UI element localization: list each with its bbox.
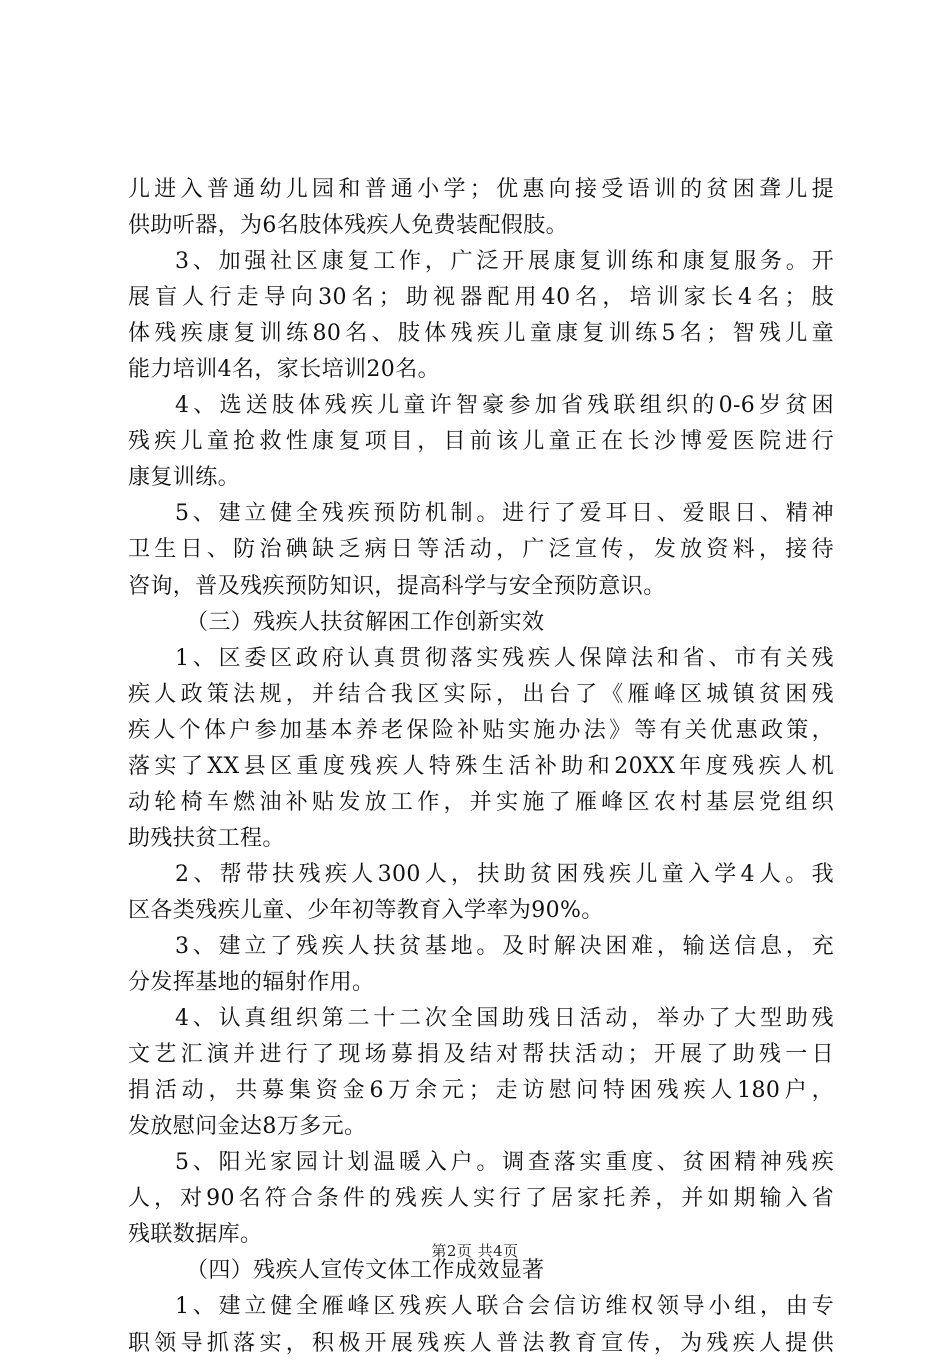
text-line: 2、帮带扶残疾人300人，扶助贫困残疾儿童入学4人。我 bbox=[175, 861, 834, 887]
text-line: 咨询，普及残疾预防知识，提高科学与安全预防意识。 bbox=[128, 573, 666, 599]
text-line: 疾人政策法规，并结合我区实际，出台了《雁峰区城镇贫困残 bbox=[128, 681, 834, 707]
text-line: 3、建立了残疾人扶贫基地。及时解决困难，输送信息，充 bbox=[175, 933, 834, 959]
text-line: 4、选送肢体残疾儿童许智豪参加省残联组织的0-6岁贫困 bbox=[175, 393, 834, 419]
section-heading: （三）残疾人扶贫解困工作创新实效 bbox=[186, 609, 545, 635]
text-line: 残联数据库。 bbox=[128, 1222, 263, 1248]
text-line: 体残疾康复训练80名、肢体残疾儿童康复训练5名；智残儿童 bbox=[128, 321, 834, 347]
text-line: 残疾儿童抢救性康复项目，目前该儿童正在长沙博爱医院进行 bbox=[128, 429, 834, 455]
text-line: 5、建立健全残疾预防机制。进行了爱耳日、爱眼日、精神 bbox=[175, 501, 834, 527]
text-line: 3、加强社区康复工作，广泛开展康复训练和康复服务。开 bbox=[175, 249, 834, 275]
text-line: 文艺汇演并进行了现场募捐及结对帮扶活动；开展了助残一日 bbox=[128, 1042, 834, 1068]
document-body bbox=[128, 172, 834, 1362]
text-line: 供助听器，为6名肢体残疾人免费装配假肢。 bbox=[128, 213, 568, 239]
text-line: 儿进入普通幼儿园和普通小学；优惠向接受语训的贫困聋儿提 bbox=[128, 177, 834, 202]
text-line: 分发挥基地的辐射作用。 bbox=[128, 970, 375, 996]
text-line: 疾人个体户参加基本养老保险补贴实施办法》等有关优惠政策， bbox=[128, 717, 834, 743]
text-line: 职领导抓落实，积极开展残疾人普法教育宣传，为残疾人提供 bbox=[128, 1330, 834, 1356]
text-line: 落实了XX县区重度残疾人特殊生活补助和20XX年度残疾人机 bbox=[128, 753, 834, 779]
text-line: 卫生日、防治碘缺乏病日等活动，广泛宣传，发放资料，接待 bbox=[128, 537, 834, 563]
text-line: 助残扶贫工程。 bbox=[128, 825, 285, 851]
text-line: 1、建立健全雁峰区残疾人联合会信访维权领导小组，由专 bbox=[175, 1294, 834, 1320]
text-line: 区各类残疾儿童、少年初等教育入学率为90%。 bbox=[128, 897, 604, 923]
page-footer: 第2页 共4页 bbox=[431, 1242, 519, 1260]
text-line: 5、阳光家园计划温暖入户。调查落实重度、贫困精神残疾 bbox=[175, 1150, 834, 1176]
text-line: 发放慰问金达8万多元。 bbox=[128, 1114, 367, 1140]
text-line: 能力培训4名，家长培训20名。 bbox=[128, 357, 440, 383]
text-line: 动轮椅车燃油补贴发放工作，并实施了雁峰区农村基层党组织 bbox=[128, 789, 834, 815]
text-line: 人，对90名符合条件的残疾人实行了居家托养，并如期输入省 bbox=[128, 1186, 834, 1212]
text-line: 捐活动，共募集资金6万余元；走访慰问特困残疾人180户， bbox=[128, 1078, 834, 1104]
section-heading: （四）残疾人宣传文体工作成效显著 bbox=[186, 1258, 545, 1284]
text-line: 展盲人行走导向30名；助视器配用40名，培训家长4名；肢 bbox=[128, 285, 834, 311]
text-line: 1、区委区政府认真贯彻落实残疾人保障法和省、市有关残 bbox=[175, 645, 834, 671]
text-line: 康复训练。 bbox=[128, 465, 241, 491]
text-line: 4、认真组织第二十二次全国助残日活动，举办了大型助残 bbox=[175, 1006, 834, 1032]
